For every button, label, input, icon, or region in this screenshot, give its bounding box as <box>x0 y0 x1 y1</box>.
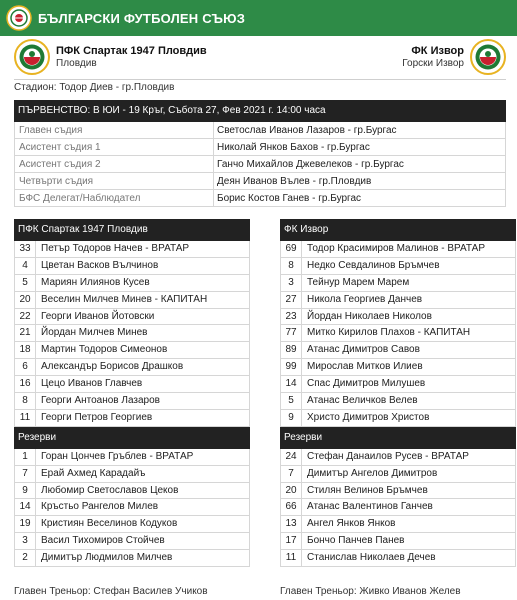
home-subs-heading: Резерви <box>14 427 250 449</box>
player-number: 14 <box>14 499 36 515</box>
player-number: 77 <box>280 325 302 341</box>
player-number: 18 <box>14 342 36 358</box>
official-row[interactable] <box>14 173 506 190</box>
player-name: Веселин Милчев Минев - КАПИТАН <box>36 292 250 308</box>
player-number: 7 <box>14 466 36 482</box>
player-number: 21 <box>14 325 36 341</box>
player-number: 16 <box>14 376 36 392</box>
player-name: Христо Димитров Христов <box>302 410 516 426</box>
player-number: 23 <box>280 309 302 325</box>
player-number: 9 <box>14 483 36 499</box>
player-row[interactable] <box>280 533 516 550</box>
player-row[interactable] <box>280 550 516 567</box>
official-person: Светослав Иванов Лазаров - гр.Бургас <box>214 122 506 138</box>
player-number: 3 <box>14 533 36 549</box>
player-number: 99 <box>280 359 302 375</box>
player-row[interactable] <box>280 466 516 483</box>
away-starters-list <box>280 241 516 427</box>
away-team-crest-icon <box>470 39 506 75</box>
home-lineup <box>14 219 250 567</box>
player-number: 8 <box>280 258 302 274</box>
away-lineup-heading: ФК Извор <box>280 219 516 241</box>
official-role: Асистент съдия 1 <box>14 139 214 155</box>
player-row[interactable] <box>14 275 250 292</box>
away-team-city: Горски Извор <box>402 58 464 69</box>
home-team-city: Пловдив <box>56 58 97 69</box>
official-person: Ганчо Михайлов Джевелеков - гр.Бургас <box>214 156 506 172</box>
player-name: Горан Цончев Гръблев - ВРАТАР <box>36 449 250 465</box>
player-name: Цветан Васков Вълчинов <box>36 258 250 274</box>
player-row[interactable] <box>14 410 250 427</box>
player-name: Бончо Панчев Панев <box>302 533 516 549</box>
player-row[interactable] <box>14 258 250 275</box>
official-person: Деян Иванов Вълев - гр.Пловдив <box>214 173 506 189</box>
player-row[interactable] <box>14 466 250 483</box>
official-row[interactable] <box>14 122 506 139</box>
player-name: Атанас Величков Велев <box>302 393 516 409</box>
player-row[interactable] <box>280 499 516 516</box>
official-row[interactable] <box>14 156 506 173</box>
teams-bar <box>14 36 506 80</box>
official-role: Асистент съдия 2 <box>14 156 214 172</box>
player-row[interactable] <box>14 325 250 342</box>
player-row[interactable] <box>280 241 516 258</box>
player-row[interactable] <box>14 533 250 550</box>
home-subs-list <box>14 449 250 567</box>
home-lineup-heading: ПФК Спартак 1947 Пловдив <box>14 219 250 241</box>
player-name: Георги Петров Георгиев <box>36 410 250 426</box>
player-name: Васил Тихомиров Стойчев <box>36 533 250 549</box>
player-row[interactable] <box>14 516 250 533</box>
player-number: 13 <box>280 516 302 532</box>
player-name: Георги Иванов Йотовски <box>36 309 250 325</box>
player-number: 17 <box>280 533 302 549</box>
player-name: Мирослав Митков Илиев <box>302 359 516 375</box>
player-row[interactable] <box>280 275 516 292</box>
player-number: 11 <box>280 550 302 566</box>
player-row[interactable] <box>280 309 516 326</box>
home-team-name: ПФК Спартак 1947 Пловдив <box>56 45 207 57</box>
player-row[interactable] <box>14 550 250 567</box>
player-name: Спас Димитров Милушев <box>302 376 516 392</box>
player-number: 1 <box>14 449 36 465</box>
player-name: Георги Антоанов Лазаров <box>36 393 250 409</box>
player-row[interactable] <box>280 483 516 500</box>
player-number: 8 <box>14 393 36 409</box>
player-row[interactable] <box>14 292 250 309</box>
home-team[interactable] <box>14 39 207 75</box>
player-name: Димитър Людмилов Милчев <box>36 550 250 566</box>
player-name: Цецо Иванов Главчев <box>36 376 250 392</box>
player-name: Атанас Димитров Савов <box>302 342 516 358</box>
player-name: Петър Тодоров Начев - ВРАТАР <box>36 241 250 257</box>
away-coach: Главен Треньор: Живко Иванов Желев <box>280 586 461 597</box>
player-row[interactable] <box>14 393 250 410</box>
player-number: 9 <box>280 410 302 426</box>
player-number: 3 <box>280 275 302 291</box>
player-name: Тодор Красимиров Малинов - ВРАТАР <box>302 241 516 257</box>
player-name: Ерай Ахмед Карадайъ <box>36 466 250 482</box>
player-row[interactable] <box>280 449 516 466</box>
player-row[interactable] <box>280 516 516 533</box>
player-number: 66 <box>280 499 302 515</box>
player-name: Александър Борисов Драшков <box>36 359 250 375</box>
player-name: Кръстьо Рангелов Милев <box>36 499 250 515</box>
player-name: Атанас Валентинов Ганчев <box>302 499 516 515</box>
away-lineup <box>280 219 516 567</box>
player-number: 20 <box>14 292 36 308</box>
player-name: Митко Кирилов Плахов - КАПИТАН <box>302 325 516 341</box>
official-row[interactable] <box>14 139 506 156</box>
official-role: Главен съдия <box>14 122 214 138</box>
player-number: 27 <box>280 292 302 308</box>
match-heading: ПЪРВЕНСТВО: В ЮИ - 19 Кръг, Събота 27, Фев 2021 г. 14:00 часа <box>14 100 506 122</box>
player-number: 33 <box>14 241 36 257</box>
player-name: Стилян Велинов Бръмчев <box>302 483 516 499</box>
player-name: Кристиян Веселинов Кодуков <box>36 516 250 532</box>
player-row[interactable] <box>280 325 516 342</box>
player-number: 69 <box>280 241 302 257</box>
away-team-name: ФК Извор <box>411 45 464 57</box>
player-row[interactable] <box>14 483 250 500</box>
player-row[interactable] <box>280 342 516 359</box>
player-number: 14 <box>280 376 302 392</box>
player-name: Ангел Янков Янков <box>302 516 516 532</box>
player-name: Станислав Николаев Дечев <box>302 550 516 566</box>
player-name: Мартин Тодоров Симеонов <box>36 342 250 358</box>
player-name: Любомир Светославов Цеков <box>36 483 250 499</box>
player-row[interactable] <box>14 499 250 516</box>
player-number: 2 <box>14 550 36 566</box>
player-row[interactable] <box>280 376 516 393</box>
away-subs-list <box>280 449 516 567</box>
player-number: 6 <box>14 359 36 375</box>
player-name: Стефан Данаилов Русев - ВРАТАР <box>302 449 516 465</box>
official-row[interactable] <box>14 190 506 207</box>
away-team[interactable] <box>402 39 506 75</box>
player-row[interactable] <box>14 449 250 466</box>
player-number: 11 <box>14 410 36 426</box>
home-coach: Главен Треньор: Стефан Василев Учиков <box>14 586 208 597</box>
home-starters-list <box>14 241 250 427</box>
away-subs-heading: Резерви <box>280 427 516 449</box>
player-row[interactable] <box>280 258 516 275</box>
player-name: Недко Севдалинов Бръмчев <box>302 258 516 274</box>
player-name: Йордан Милчев Минев <box>36 325 250 341</box>
player-row[interactable] <box>280 359 516 376</box>
player-number: 5 <box>280 393 302 409</box>
player-number: 4 <box>14 258 36 274</box>
player-row[interactable] <box>14 359 250 376</box>
player-number: 7 <box>280 466 302 482</box>
player-row[interactable] <box>280 292 516 309</box>
player-name: Тейнур Марем Марем <box>302 275 516 291</box>
player-row[interactable] <box>280 393 516 410</box>
home-team-crest-icon <box>14 39 50 75</box>
officials-list <box>14 122 506 207</box>
header-title: БЪЛГАРСКИ ФУТБОЛЕН СЪЮЗ <box>38 10 246 26</box>
official-role: Четвърти съдия <box>14 173 214 189</box>
player-number: 22 <box>14 309 36 325</box>
player-number: 20 <box>280 483 302 499</box>
player-number: 5 <box>14 275 36 291</box>
official-person: Николай Янков Бахов - гр.Бургас <box>214 139 506 155</box>
player-number: 24 <box>280 449 302 465</box>
player-name: Димитър Ангелов Димитров <box>302 466 516 482</box>
player-name: Йордан Николаев Николов <box>302 309 516 325</box>
stadium-info: Стадион: Тодор Диев - гр.Пловдив <box>14 82 175 93</box>
bfs-logo-icon <box>6 5 32 31</box>
player-row[interactable] <box>14 309 250 326</box>
player-row[interactable] <box>14 376 250 393</box>
player-number: 19 <box>14 516 36 532</box>
official-person: Борис Костов Ганев - гр.Бургас <box>214 190 506 206</box>
player-name: Мариян Илиянов Кусев <box>36 275 250 291</box>
player-number: 89 <box>280 342 302 358</box>
header-bar <box>0 0 517 36</box>
player-row[interactable] <box>280 410 516 427</box>
player-row[interactable] <box>14 342 250 359</box>
player-row[interactable] <box>14 241 250 258</box>
player-name: Никола Георгиев Данчев <box>302 292 516 308</box>
official-role: БФС Делегат/Наблюдател <box>14 190 214 206</box>
match-officials-table <box>14 100 506 207</box>
